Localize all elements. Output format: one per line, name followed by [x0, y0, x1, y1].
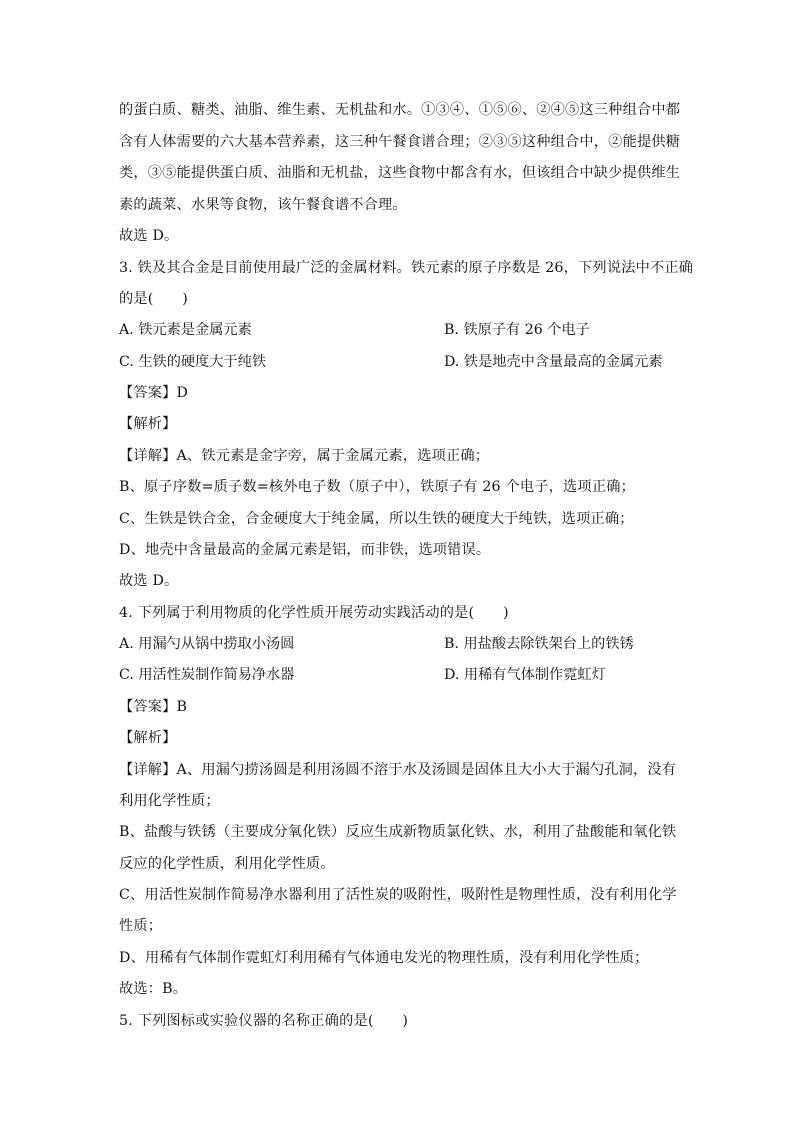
text-line: 的蛋白质、糖类、油脂、维生素、无机盐和水。①③④、①⑤⑥、②④⑤这三种组合中都	[119, 102, 681, 118]
q3-detail-c: C、生铁是铁合金，合金硬度大于纯金属，所以生铁的硬度大于纯铁，选项正确；	[119, 511, 634, 527]
q3-option-a: A. 铁元素是金属元素	[119, 322, 252, 338]
q4-detail-c: C、用活性炭制作简易净水器利用了活性炭的吸附性，吸附性是物理性质，没有利用化学	[119, 887, 677, 903]
question-4-stem: 4. 下列属于利用物质的化学性质开展劳动实践活动的是( )	[119, 605, 509, 621]
q3-detail-b: B、原子序数=质子数=核外电子数（原子中），铁原子有 26 个电子，选项正确；	[119, 479, 635, 495]
q4-detail-b: B、盐酸与铁锈（主要成分氧化铁）反应生成新物质氯化铁、水，利用了盐酸能和氧化铁	[119, 824, 677, 840]
conclusion-line: 故选 D。	[119, 228, 179, 244]
question-3-stem-cont: 的是( )	[119, 291, 189, 307]
q4-analysis-heading: 【解析】	[119, 730, 177, 746]
q4-detail-c-cont: 性质；	[119, 918, 163, 934]
q3-option-d: D. 铁是地壳中含量最高的金属元素	[444, 354, 663, 370]
q4-option-c: C. 用活性炭制作简易净水器	[119, 667, 295, 683]
q4-option-b: B. 用盐酸去除铁架台上的铁锈	[444, 636, 634, 652]
q4-option-a: A. 用漏勺从锅中捞取小汤圆	[119, 636, 295, 652]
q3-answer: 【答案】D	[119, 385, 189, 401]
text-line: 素的蔬菜、水果等食物，该午餐食谱不合理。	[119, 197, 407, 213]
q4-detail-d: D、用稀有气体制作霓虹灯利用稀有气体通电发光的物理性质，没有利用化学性质；	[119, 950, 649, 966]
question-3-stem: 3. 铁及其合金是目前使用最广泛的金属材料。铁元素的原子序数是 26，下列说法中不正确	[119, 260, 694, 276]
q4-detail-b-cont: 反应的化学性质，利用化学性质。	[119, 856, 335, 872]
q4-detail-a: 【详解】A、用漏勺捞汤圆是利用汤圆不溶于水及汤圆是固体且大小大于漏勺孔洞，没有	[119, 762, 677, 778]
q3-option-b: B. 铁原子有 26 个电子	[444, 322, 590, 338]
q4-answer: 【答案】B	[119, 699, 188, 715]
q3-detail-d: D、地壳中含量最高的金属元素是铝，而非铁，选项错误。	[119, 542, 491, 558]
q3-conclusion: 故选 D。	[119, 573, 179, 589]
q4-detail-a-cont: 利用化学性质；	[119, 793, 220, 809]
question-5-stem: 5. 下列图标或实验仪器的名称正确的是( )	[119, 1013, 409, 1029]
q4-option-d: D. 用稀有气体制作霓虹灯	[444, 667, 606, 683]
q3-detail-a: 【详解】A、铁元素是金字旁，属于金属元素，选项正确；	[119, 448, 490, 464]
q4-conclusion: 故选：B。	[119, 981, 188, 997]
text-line: 含有人体需要的六大基本营养素，这三种午餐食谱合理；②③⑤这种组合中，②能提供糖	[119, 134, 681, 150]
q3-option-c: C. 生铁的硬度大于纯铁	[119, 354, 267, 370]
q3-analysis-heading: 【解析】	[119, 416, 177, 432]
text-line: 类，③⑤能提供蛋白质、油脂和无机盐，这些食物中都含有水，但该组合中缺少提供维生	[119, 165, 681, 181]
